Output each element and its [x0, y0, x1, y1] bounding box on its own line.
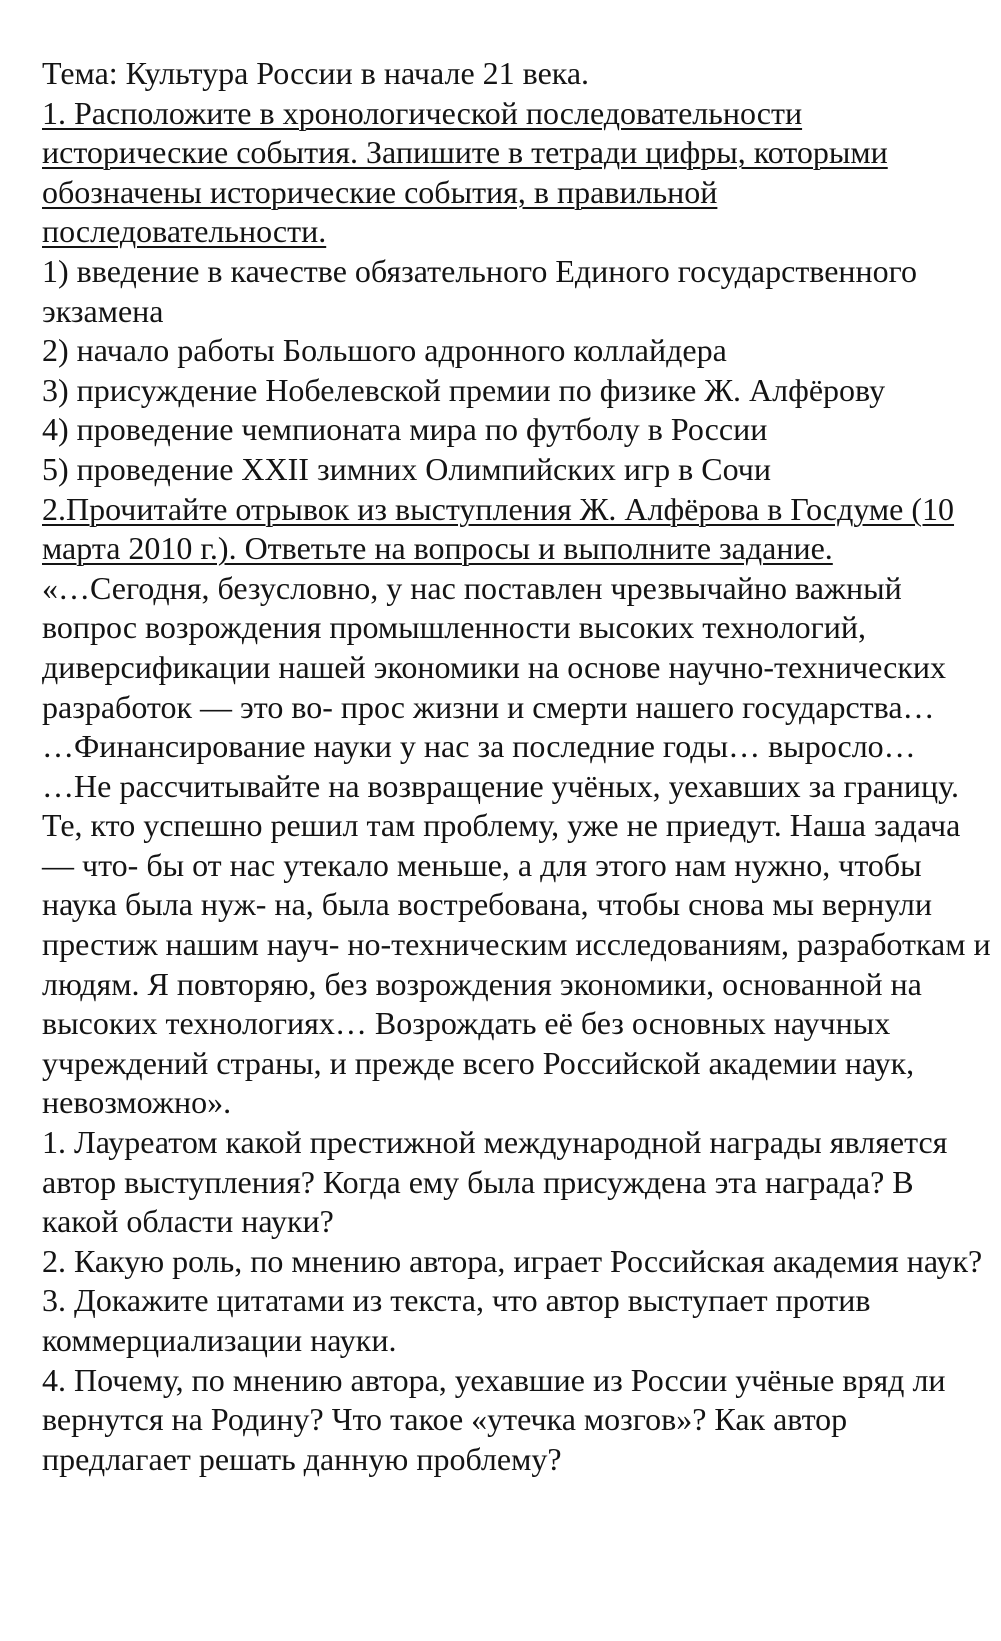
task1-item-5: 5) проведение XXII зимних Олимпийских игр в Сочи [42, 450, 772, 487]
task1-item-1: 1) введение в качестве обязательного Единого государственного экзамена [42, 252, 917, 329]
task1-heading: 1. Расположите в хронологической последовательности исторические события. Запишите в тетради цифры, которыми обозначены исторические события, в правильной последовательности. [42, 94, 888, 250]
quote-paragraph-2: …Финансирование науки у нас за последние годы… выросло… [42, 728, 916, 765]
task1-item-2: 2) начало работы Большого адронного коллайдера [42, 332, 727, 369]
task1-item-4: 4) проведение чемпионата мира по футболу в России [42, 411, 768, 448]
question-1: 1. Лауреатом какой престижной международной награды является автор выступления? Когда ему была присуждена эта награда? В какой области науки? [42, 1124, 948, 1240]
topic-line: Тема: Культура России в начале 21 века. [42, 55, 590, 91]
task2-heading: 2.Прочитайте отрывок из выступления Ж. Алфёрова в Госдуме (10 марта 2010 г.). Ответьте на вопросы и выполните задание. [42, 490, 955, 567]
quote-paragraph-1: «…Сегодня, безусловно, у нас поставлен чрезвычайно важный вопрос возрождения промышленности высоких технологий, диверсификации нашей экономики на основе научно-технических разработок — это во- прос жизни и смерти нашего государства… [42, 569, 947, 725]
question-4: 4. Почему, по мнению автора, уехавшие из России учёные вряд ли вернутся на Родину? Что такое «утечка мозгов»? Как автор предлагает решать данную проблему? [42, 1361, 946, 1477]
document-page [42, 54, 992, 1479]
quote-paragraph-3: …Не рассчитывайте на возвращение учёных, уехавших за границу. Те, кто успешно решил там проблему, уже не приедут. Наша задача — что- бы от нас утекало меньше, а для этого нам нужно, чтобы наука была нуж- на, была востребована, чтобы снова мы вернули престиж нашим науч- но-техническим исследованиям, разработкам и людям. Я повторяю, без возрождения экономики, основанной на высоких технологиях… Возрождать её без основных научных учреждений страны, и прежде всего Российской академии наук, невозможно». [42, 767, 991, 1121]
question-3: 3. Докажите цитатами из текста, что автор выступает против коммерциализации науки. [42, 1282, 871, 1358]
question-2: 2. Какую роль, по мнению автора, играет Российская академия наук? [42, 1242, 983, 1279]
task1-item-3: 3) присуждение Нобелевской премии по физике Ж. Алфёрову [42, 371, 886, 408]
